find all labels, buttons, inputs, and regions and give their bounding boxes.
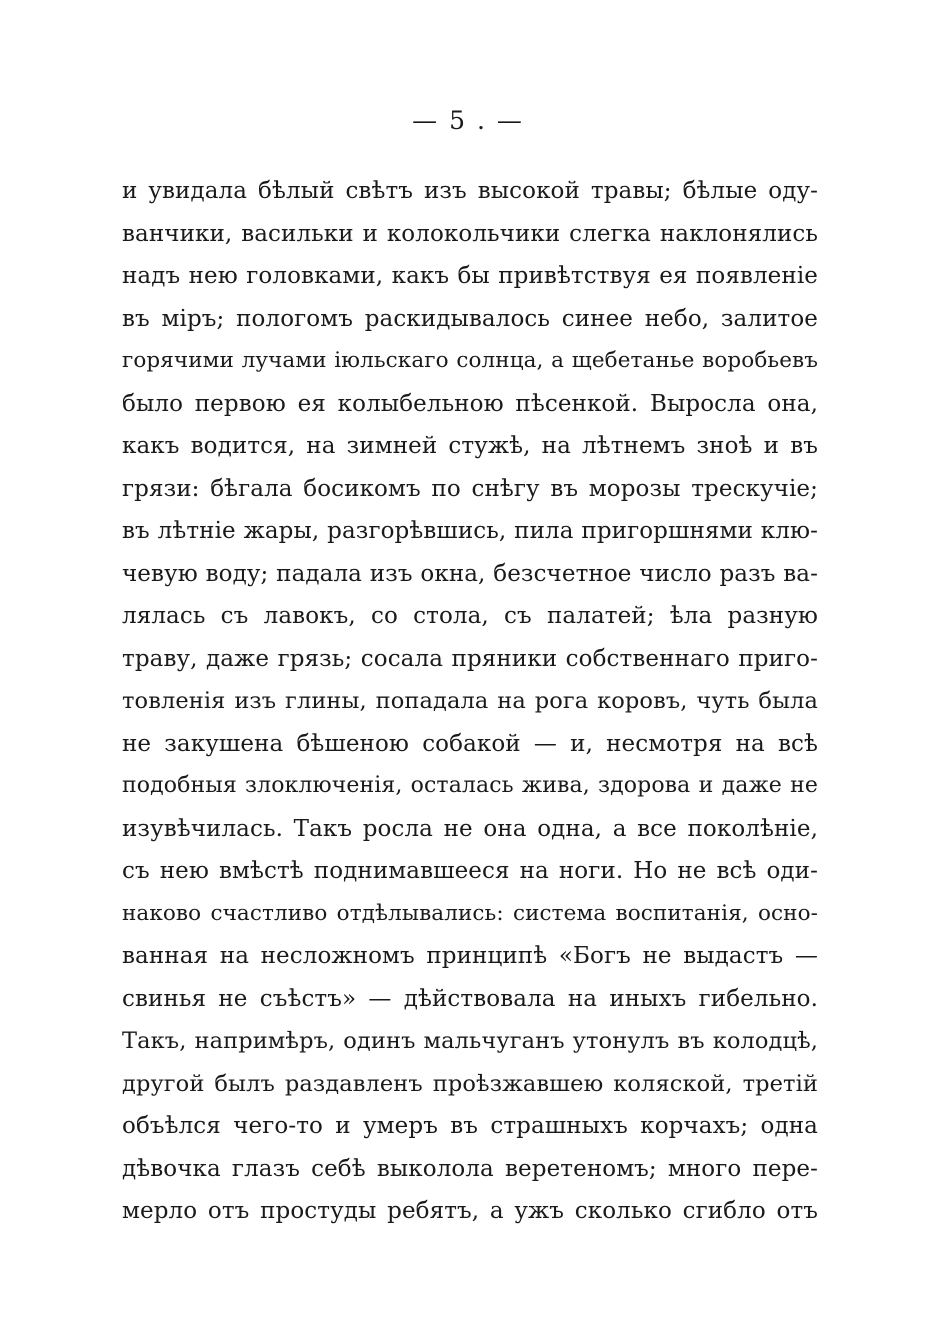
text-line: подобныя злоключенія, осталась жива, здорова и даже не	[122, 773, 818, 798]
text-line: изувѣчилась. Такъ росла не она одна, а все поколѣніе,	[122, 815, 818, 842]
text-line: дѣвочка глазъ себѣ выкололa веретеномъ; много пере-	[122, 1155, 818, 1182]
text-line: траву, даже грязь; сосала пряники собственнаго приго-	[122, 645, 818, 672]
body-text	[122, 170, 818, 1233]
text-line: было первою ея колыбельною пѣсенкой. Выросла она,	[122, 390, 818, 417]
text-line: какъ водится, на зимней стужѣ, на лѣтнемъ знoѣ и въ	[122, 433, 818, 459]
text-line: и увидала бѣлый свѣтъ изъ высокой травы; бѣлые оду-	[122, 178, 818, 204]
text-line: въ міръ; пологомъ раскидывалось синее небо, залитое	[122, 305, 818, 332]
text-line: товленія изъ глины, попадала на рога коровъ, чуть была	[122, 688, 818, 714]
text-line: надъ нею головками, какъ бы привѣтствуя ея появленіе	[122, 263, 818, 289]
text-line: лялась съ лавокъ, со стола, съ палатей; ѣла разную	[122, 603, 818, 629]
text-line: не закушена бѣшеною собакой — и, несмотря на всѣ	[122, 730, 818, 757]
text-line: грязи: бѣгала босикомъ по снѣгу въ морозы трескучіе;	[122, 475, 818, 502]
text-line: горячими лучами іюльскаго солнца, а щебетанье воробьевъ	[122, 348, 818, 373]
text-line: свинья не съѣстъ» — дѣйствовала на иныхъ гибельно.	[122, 985, 818, 1012]
text-line: мерло отъ простуды ребятъ, а ужъ сколько сгибло отъ	[122, 1198, 818, 1224]
text-line: наково счастливо отдѣлывались: система воспитанія, осно-	[122, 900, 818, 926]
page-number: — 5 . —	[412, 106, 524, 135]
text-line: объѣлся чего-то и умеръ въ страшныхъ корчахъ; одна	[122, 1113, 818, 1139]
text-line: чевую воду; падала изъ окна, безсчетное число разъ ва-	[122, 560, 818, 587]
text-line: ванчики, васильки и колокольчики слегка наклонялись	[122, 220, 818, 247]
text-line: Такъ, напримѣръ, одинъ мальчуганъ утонулъ въ колодцѣ,	[122, 1028, 818, 1054]
text-line: въ лѣтніе жары, разгорѣвшись, пила пригоршнями клю-	[122, 518, 818, 544]
text-line: другой былъ раздавленъ проѣзжавшею коляской, третій	[122, 1070, 818, 1097]
text-line: ванная на несложномъ принципѣ «Богъ не выдастъ —	[122, 943, 818, 969]
text-line: съ нею вмѣстѣ поднимавшееся на ноги. Но не всѣ оди-	[122, 858, 818, 884]
